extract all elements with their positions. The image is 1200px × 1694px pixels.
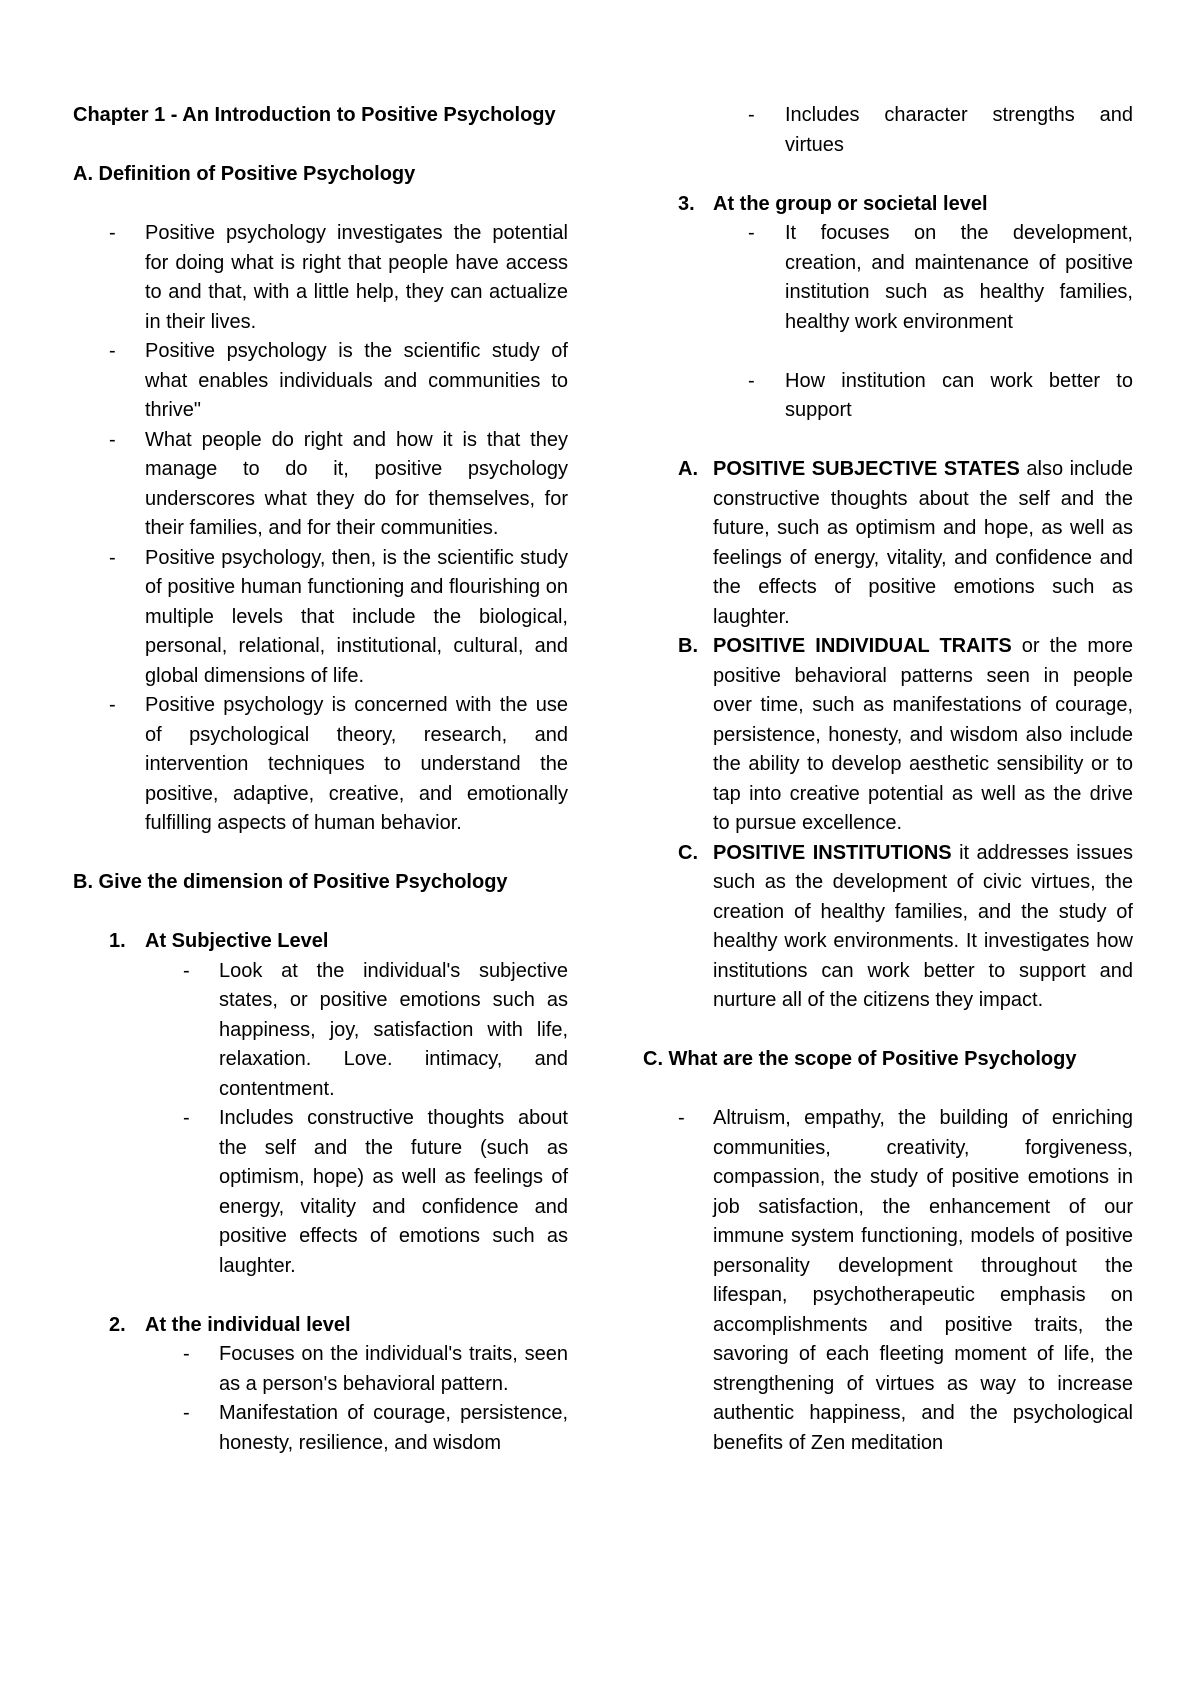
level-3-list-b (643, 367, 1133, 426)
list-item: - How institution can work better to support (643, 367, 1133, 426)
level-2-title (73, 1311, 568, 1341)
level-2-list-continued (643, 101, 1133, 160)
list-item: - Look at the individual's subjective states, or positive emotions such as happiness, joy, satisfaction with life, relaxation. Love. intimacy, and contentment. (73, 957, 568, 1105)
list-item: - What people do right and how it is that they manage to do it, positive psychology underscores what they do for themselves, for their families, and for their communities. (73, 426, 568, 544)
level-2-list (73, 1340, 568, 1458)
level-number: 1. (109, 930, 126, 952)
lettered-item-a (643, 455, 1133, 632)
level-3-list (643, 219, 1133, 337)
item-text: or the more positive behavioral patterns seen in people over time, such as manifestations of courage, persistence, honesty, and wisdom also include the ability to develop aesthetic sensibility or to tap into creative potential as well as the drive to pursue excellence. (713, 635, 1133, 834)
item-letter: B. (678, 635, 698, 657)
section-b-heading: B. Give the dimension of Positive Psychology (73, 871, 508, 893)
level-title: At the group or societal level (713, 192, 988, 215)
list-item: - Positive psychology investigates the potential for doing what is right that people have access to and that, with a little help, they can actualize in their lives. (73, 219, 568, 337)
list-item: - Positive psychology, then, is the scientific study of positive human functioning and flourishing on multiple levels that include the biological, personal, relational, institutional, cultural, and global dimensions of life. (73, 544, 568, 692)
level-title: At the individual level (145, 1313, 351, 1336)
section-c-list (643, 1104, 1133, 1458)
section-a-list (73, 219, 568, 839)
item-term: POSITIVE INSTITUTIONS (713, 841, 952, 864)
list-item: - Includes constructive thoughts about the self and the future (such as optimism, hope) as well as feelings of energy, vitality and confidence and positive effects of emotions such as laughter. (73, 1104, 568, 1281)
lettered-item-c (643, 839, 1133, 1016)
section-a-heading: A. Definition of Positive Psychology (73, 163, 416, 185)
list-item: - Positive psychology is concerned with the use of psychological theory, research, and intervention techniques to understand the positive, adaptive, creative, and emotionally fulfilling aspects of human behavior. (73, 691, 568, 839)
chapter-title: Chapter 1 - An Introduction to Positive Psychology (73, 104, 556, 126)
list-item: - Includes character strengths and virtues (643, 101, 1133, 160)
item-term: POSITIVE SUBJECTIVE STATES (713, 458, 1020, 480)
item-letter: A. (678, 458, 698, 480)
list-item: - It focuses on the development, creation, and maintenance of positive institution such as healthy families, healthy work environment (643, 219, 1133, 337)
list-item: - Positive psychology is the scientific study of what enables individuals and communities to thrive" (73, 337, 568, 426)
lettered-item-b (643, 632, 1133, 839)
level-number: 2. (109, 1313, 126, 1336)
level-number: 3. (678, 192, 695, 215)
list-item: - Manifestation of courage, persistence, honesty, resilience, and wisdom (73, 1399, 568, 1458)
level-1-title (73, 927, 568, 957)
item-text: also include constructive thoughts about the self and the future, such as optimism and hope, as well as feelings of energy, vitality, and confidence and the effects of positive emotions such as laughter. (713, 458, 1133, 628)
level-3-title (643, 190, 1133, 220)
left-column (73, 101, 568, 1458)
level-1-list (73, 957, 568, 1282)
item-term: POSITIVE INDIVIDUAL TRAITS (713, 635, 1012, 657)
level-title: At Subjective Level (145, 930, 329, 952)
item-letter: C. (678, 841, 698, 864)
item-text: it addresses issues such as the development of civic virtues, the creation of healthy families, and the study of healthy work environments. It investigates how institutions can work better to support and nurture all of the citizens they impact. (713, 841, 1133, 1011)
section-c-heading: C. What are the scope of Positive Psychology (643, 1048, 1077, 1070)
right-column (643, 101, 1133, 1458)
list-item: - Focuses on the individual's traits, seen as a person's behavioral pattern. (73, 1340, 568, 1399)
list-item: - Altruism, empathy, the building of enriching communities, creativity, forgiveness, compassion, the study of positive emotions in job satisfaction, the enhancement of our immune system functioning, models of positive personality development throughout the lifespan, psychotherapeutic emphasis on accomplishments and positive traits, the savoring of each fleeting moment of life, the strengthening of virtues as way to increase authentic happiness, and the psychological benefits of Zen meditation (643, 1104, 1133, 1458)
